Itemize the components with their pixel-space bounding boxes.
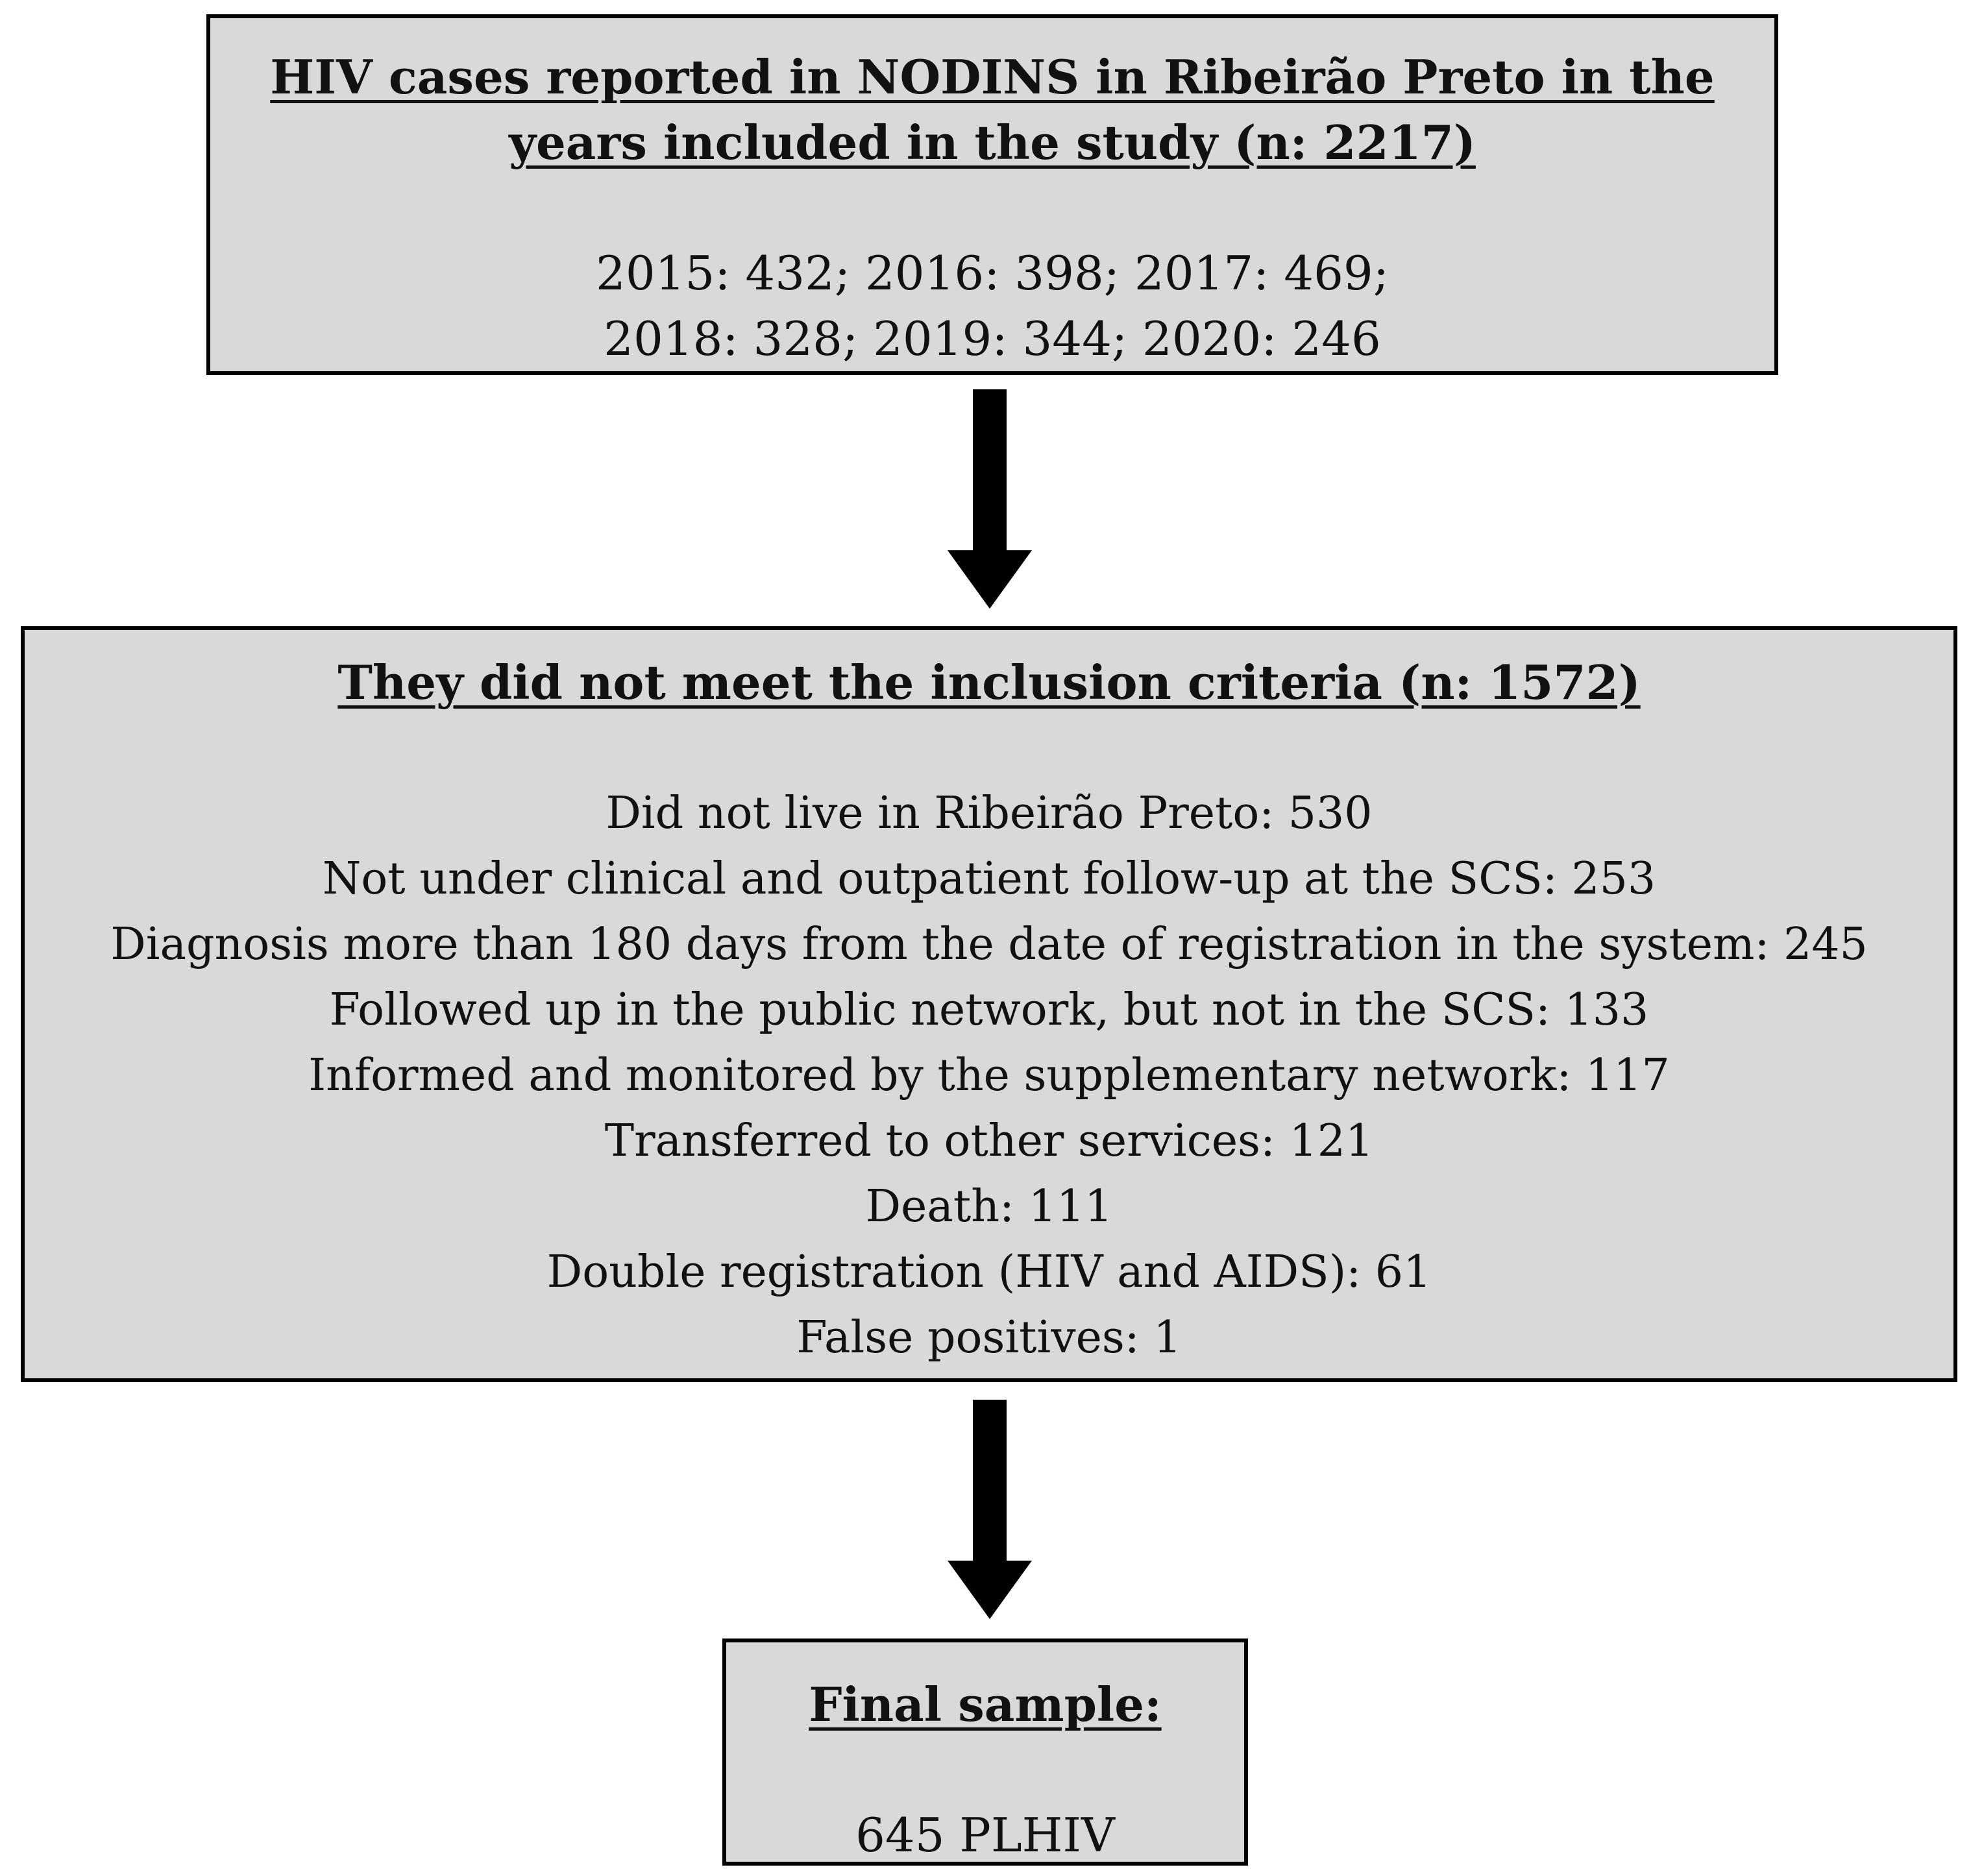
- exclusion-item: Double registration (HIV and AIDS): 61: [546, 1247, 1432, 1298]
- box-top-years-line-1: 2015: 432; 2016: 398; 2017: 469;: [596, 246, 1389, 300]
- final-sample-value: 645 PLHIV: [855, 1808, 1115, 1862]
- box-mid-heading: They did not meet the inclusion criteria (n: 1572): [337, 655, 1641, 710]
- box-top-heading-line-1: HIV cases reported in NODINS in Ribeirão Preto in the: [270, 49, 1715, 104]
- box-top-heading-line-2: years included in the study (n: 2217): [509, 115, 1476, 170]
- arrow-down-icon: [948, 389, 1032, 610]
- exclusion-item: Informed and monitored by the supplementary network: 117: [308, 1050, 1670, 1101]
- exclusion-item: False positives: 1: [796, 1312, 1182, 1363]
- box-bottom-heading: Final sample:: [809, 1677, 1162, 1732]
- box-hiv-cases-reported: [206, 14, 1778, 375]
- exclusion-item: Death: 111: [865, 1181, 1113, 1232]
- box-final-sample: [722, 1638, 1248, 1866]
- box-exclusion-criteria: [21, 626, 1957, 1382]
- arrow-down-icon: [948, 1400, 1032, 1620]
- exclusion-item: Did not live in Ribeirão Preto: 530: [606, 788, 1373, 839]
- exclusion-item: Diagnosis more than 180 days from the date of registration in the system: 245: [110, 919, 1868, 970]
- exclusion-item: Followed up in the public network, but not in the SCS: 133: [329, 984, 1649, 1036]
- exclusion-item: Transferred to other services: 121: [604, 1115, 1374, 1167]
- exclusion-item: Not under clinical and outpatient follow-up at the SCS: 253: [322, 853, 1656, 905]
- box-top-years-line-2: 2018: 328; 2019: 344; 2020: 246: [604, 311, 1381, 366]
